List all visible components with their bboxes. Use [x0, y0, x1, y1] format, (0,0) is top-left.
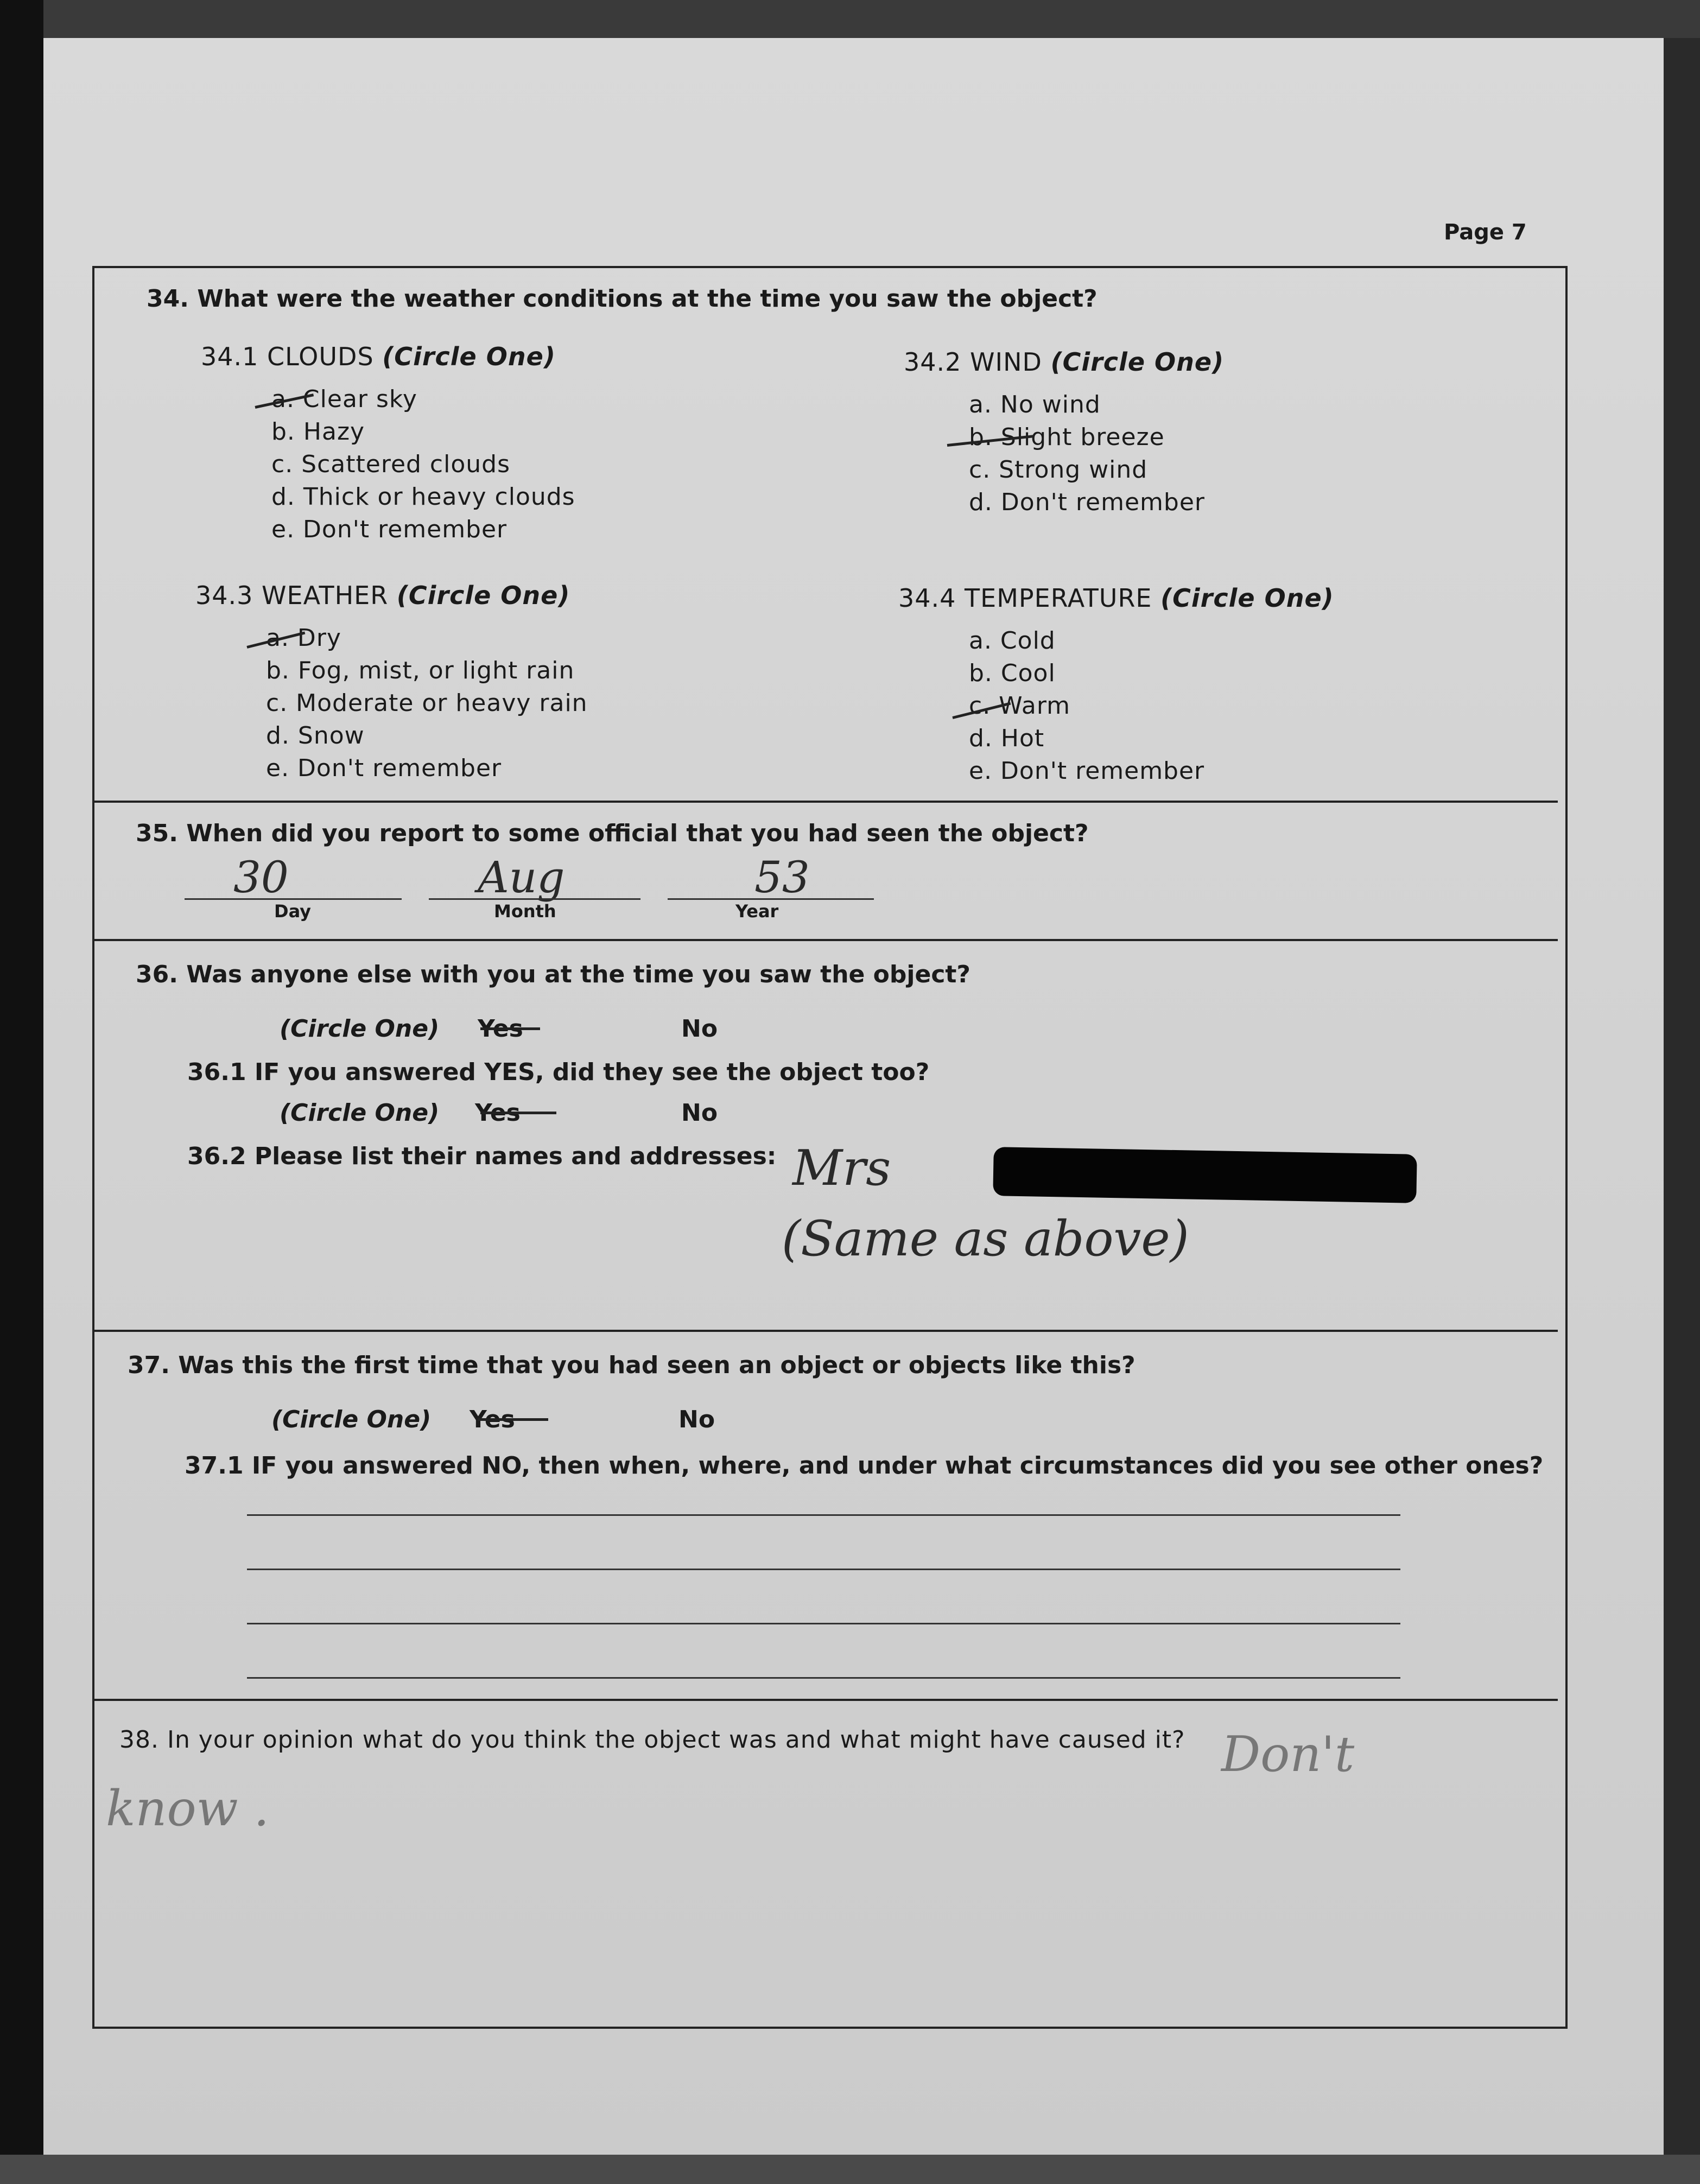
companion-address-handwriting: (Same as above): [782, 1210, 1189, 1267]
answer-line-1: [247, 1514, 1400, 1516]
weather-circle-one: (Circle One): [396, 581, 570, 610]
opinion-answer-part2: know .: [106, 1780, 269, 1837]
question-37: 37. Was this the first time that you had seen an object or objects like this?: [128, 1351, 1136, 1379]
clouds-title-text: 34.1 CLOUDS: [201, 342, 374, 371]
weather-option-e: e. Don't remember: [266, 754, 502, 782]
weather-option-d: d. Snow: [266, 722, 365, 750]
wind-option-d: d. Don't remember: [969, 488, 1205, 516]
q361-no: No: [681, 1099, 718, 1127]
day-line: [185, 898, 402, 900]
month-label: Month: [494, 901, 556, 922]
year-line: [668, 898, 874, 900]
divider-37-38: [92, 1699, 1558, 1701]
report-month-value: Aug: [478, 852, 565, 903]
q361-yes: Yes: [475, 1099, 521, 1127]
wind-circle-one: (Circle One): [1050, 347, 1225, 377]
opinion-answer-part1: Don't: [1221, 1726, 1355, 1783]
question-35: 35. When did you report to some official that you had seen the object?: [136, 820, 1089, 847]
report-year-value: 53: [754, 852, 810, 903]
temperature-option-a: a. Cold: [969, 627, 1056, 655]
wind-title-text: 34.2 WIND: [904, 347, 1042, 377]
question-36-2: 36.2 Please list their names and addresses:: [187, 1142, 777, 1170]
q361-yes-strike: [480, 1112, 556, 1114]
temperature-title: [898, 583, 1334, 613]
temperature-option-d: d. Hot: [969, 725, 1045, 752]
temperature-option-c: c. Warm: [969, 692, 1070, 720]
question-36-1: 36.1 IF you answered YES, did they see the object too?: [187, 1058, 930, 1086]
temperature-title-text: 34.4 TEMPERATURE: [898, 583, 1152, 613]
clouds-circle-one: (Circle One): [382, 342, 556, 371]
divider-35-36: [92, 939, 1558, 941]
question-36: 36. Was anyone else with you at the time you saw the object?: [136, 961, 970, 988]
redaction-bar: [993, 1147, 1417, 1203]
scan-left-edge: [0, 0, 43, 2184]
q37-yes: Yes: [470, 1406, 515, 1433]
clouds-option-e: e. Don't remember: [271, 516, 508, 543]
answer-line-3: [247, 1623, 1400, 1624]
weather-title-text: 34.3 WEATHER: [195, 581, 389, 610]
divider-36-37: [92, 1330, 1558, 1332]
wind-option-b: b. Slight breeze: [969, 423, 1165, 451]
q36-yes-strike: [480, 1027, 540, 1030]
question-37-1: 37.1 IF you answered NO, then when, where, and under what circumstances did you see other ones?: [185, 1452, 1544, 1480]
scan-bottom-edge: [0, 2155, 1700, 2184]
companion-name-handwriting: Mrs: [792, 1140, 891, 1197]
weather-option-b: b. Fog, mist, or light rain: [266, 657, 575, 684]
q36-yes: Yes: [478, 1015, 523, 1043]
q36-no: No: [681, 1015, 718, 1043]
temperature-option-b: b. Cool: [969, 659, 1056, 687]
scan-top-edge: [0, 0, 1700, 38]
clouds-option-b: b. Hazy: [271, 418, 365, 446]
weather-option-a: a. Dry: [266, 624, 341, 652]
clouds-option-c: c. Scattered clouds: [271, 450, 511, 478]
clouds-title: [201, 342, 556, 371]
wind-title: [904, 347, 1224, 377]
answer-line-2: [247, 1569, 1400, 1570]
weather-option-c: c. Moderate or heavy rain: [266, 689, 588, 717]
weather-title: [195, 581, 570, 610]
q36-circle-one: (Circle One): [280, 1015, 440, 1043]
q361-circle-one: (Circle One): [280, 1099, 440, 1127]
wind-option-a: a. No wind: [969, 391, 1101, 418]
q37-no: No: [678, 1406, 715, 1433]
wind-option-c: c. Strong wind: [969, 456, 1148, 484]
report-day-value: 30: [233, 852, 289, 903]
year-label: Year: [735, 901, 779, 922]
month-line: [429, 898, 640, 900]
question-38: 38. In your opinion what do you think the object was and what might have caused it?: [119, 1726, 1185, 1754]
answer-line-4: [247, 1677, 1400, 1679]
day-label: Day: [274, 901, 312, 922]
temperature-option-e: e. Don't remember: [969, 757, 1205, 785]
temperature-circle-one: (Circle One): [1160, 583, 1334, 613]
page-number: Page 7: [1444, 220, 1527, 245]
clouds-option-a: a. Clear sky: [271, 385, 417, 413]
q37-circle-one: (Circle One): [271, 1406, 432, 1433]
clouds-option-d: d. Thick or heavy clouds: [271, 483, 575, 511]
q37-yes-strike: [478, 1418, 548, 1421]
question-34: 34. What were the weather conditions at the time you saw the object?: [147, 285, 1098, 313]
divider-34-35: [92, 801, 1558, 803]
